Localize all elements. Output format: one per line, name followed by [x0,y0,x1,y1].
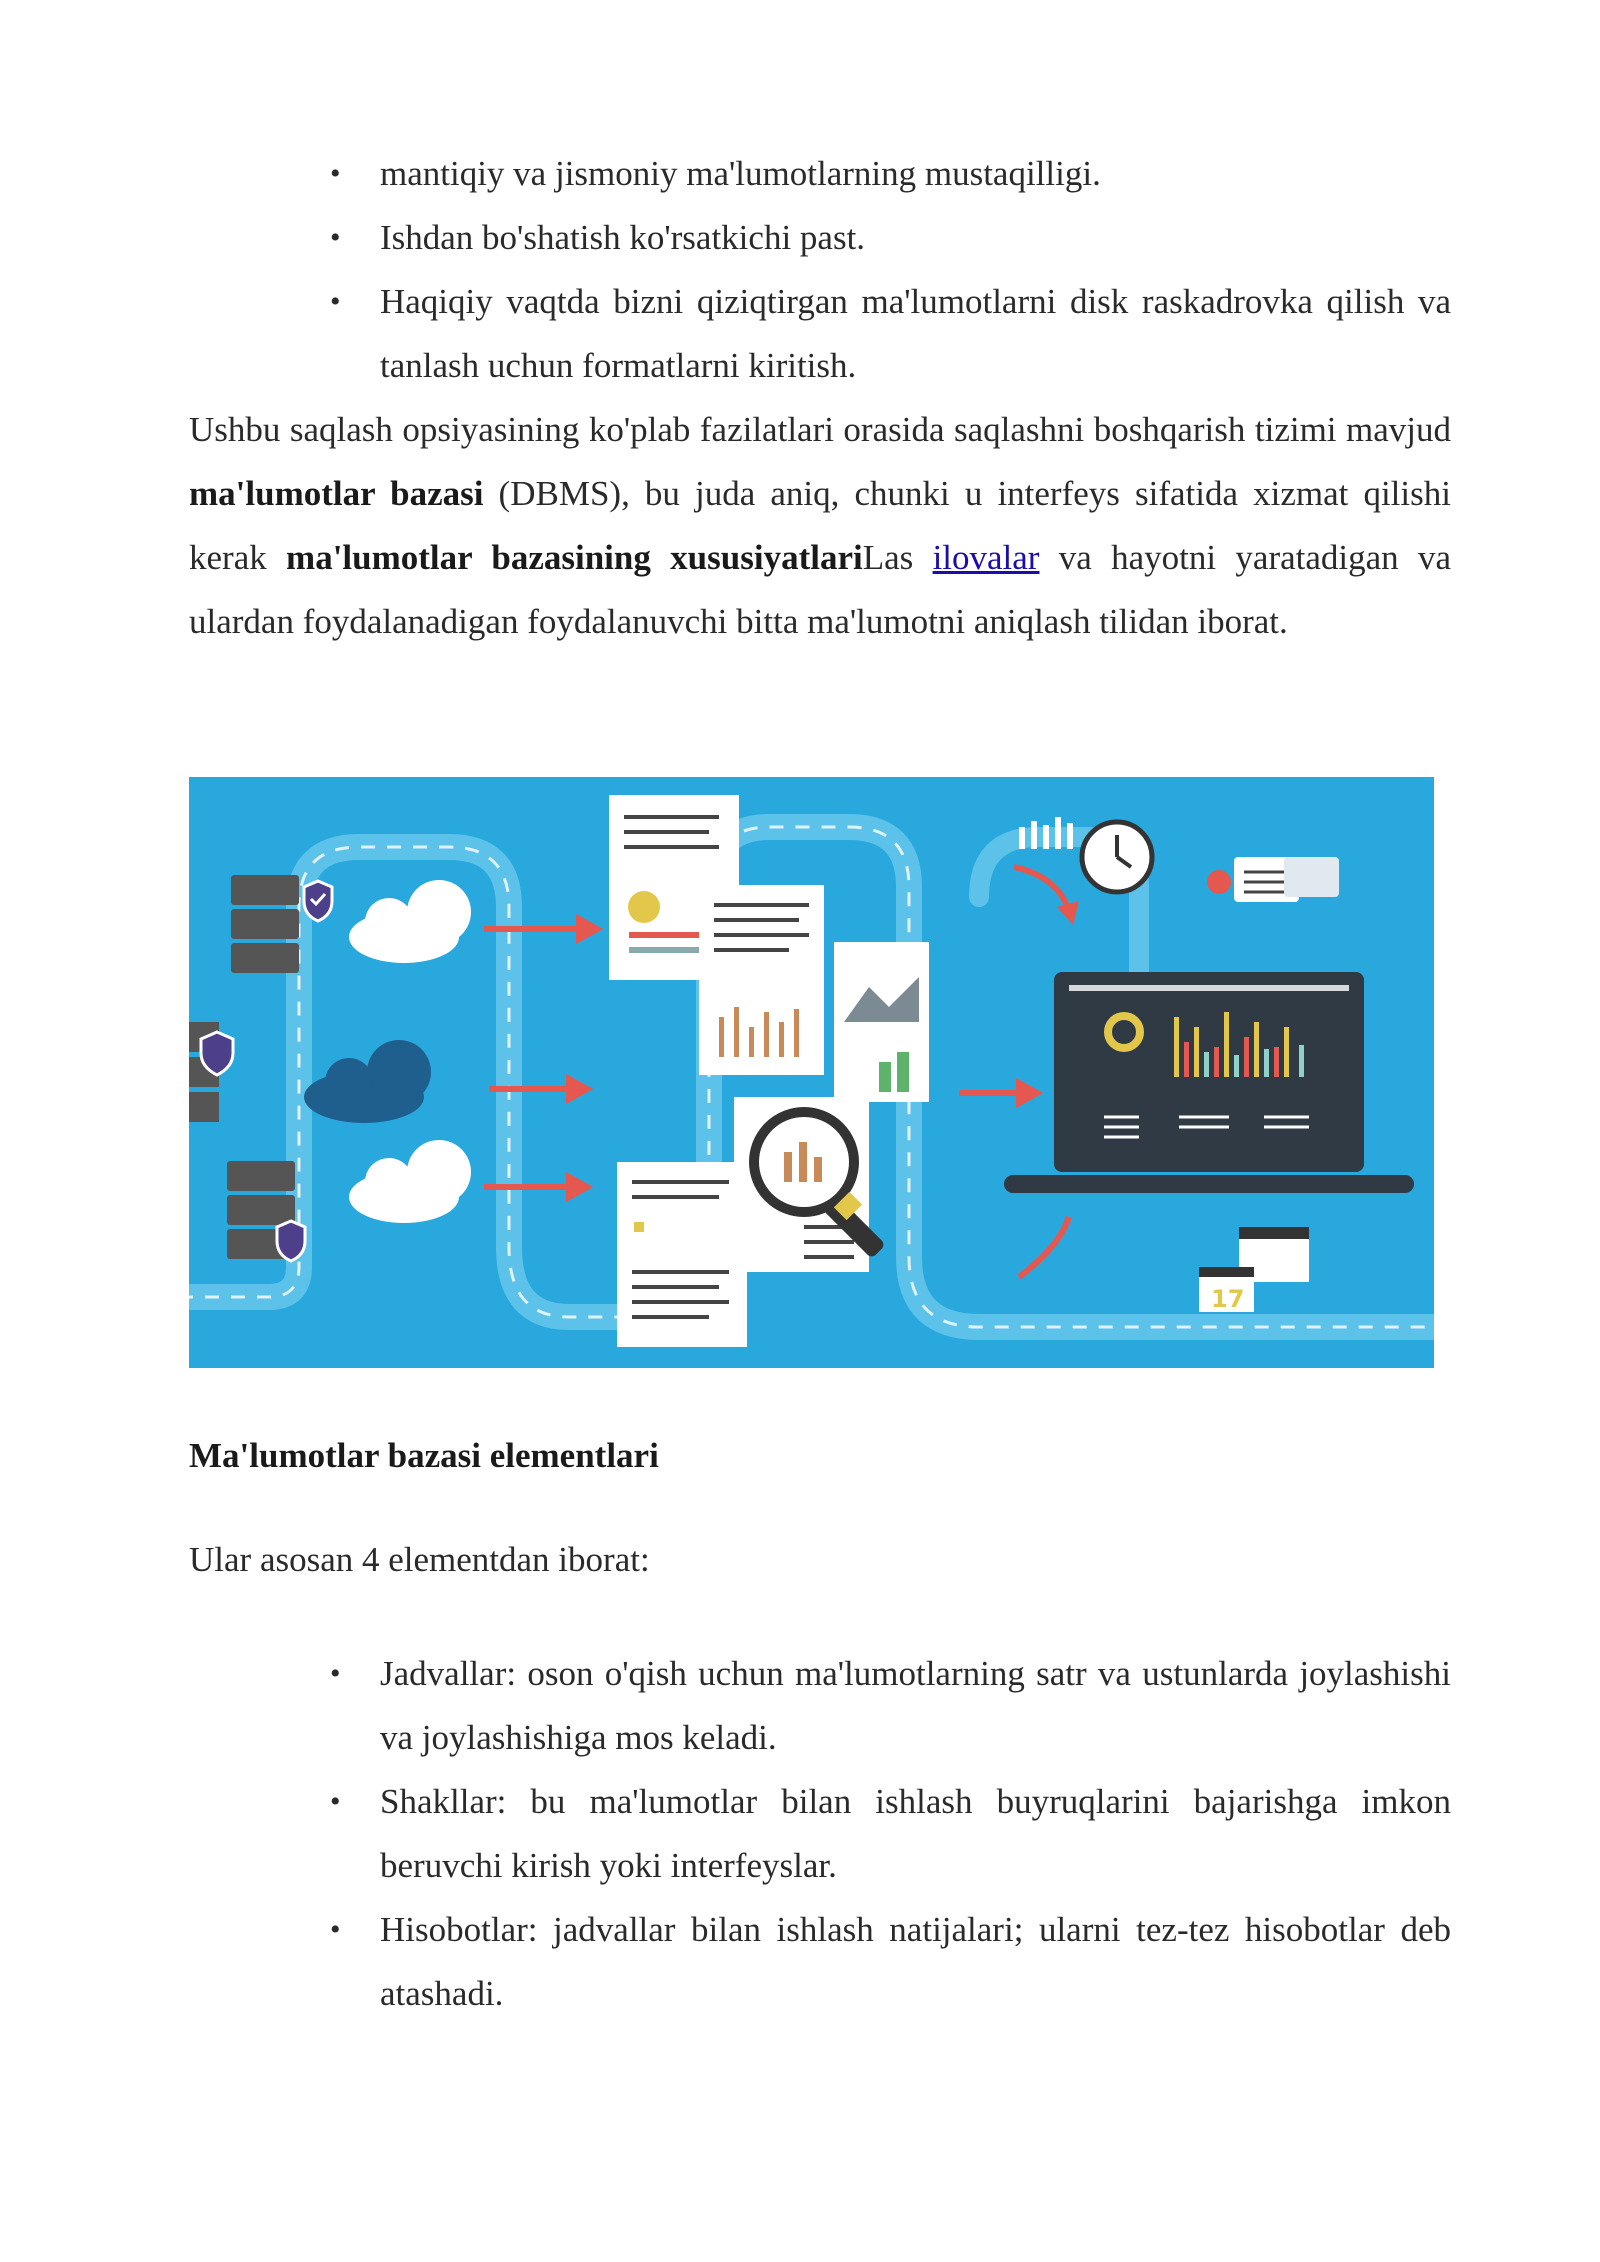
server-icon [227,1161,305,1261]
top-bullet-list [0,142,1451,398]
list-item: • mantiqiy va jismoniy ma'lumotlarning mustaqilligi. [0,142,1451,206]
clock-icon [1082,822,1152,892]
bold-term: ma'lumotlar bazasi [189,474,484,513]
body-paragraph: Ushbu saqlash opsiyasining ko'plab fazilatlari orasida saqlashni boshqarish tizimi mavjud ma'lumotlar bazasi (DBMS), bu juda aniq, chunki u interfeys sifatida xizmat qilishi kerak ma'lumotlar bazasining xususiyatlariLas ilovalar va hayotni yaratadigan va ulardan foydalanadigan foydalanuvchi bitta ma'lumotni aniqlash tilidan iborat. [189,410,1451,641]
list-item: • Jadvallar: oson o'qish uchun ma'lumotlarning satr va ustunlarda joylashishi va joylashishiga mos keladi. [0,1642,1451,1770]
intro-text: Ular asosan 4 elementdan iborat: [189,1540,650,1579]
bottom-bullet-list [0,1642,1451,2026]
list-item: • Shakllar: bu ma'lumotlar bilan ishlash buyruqlarini bajarishga imkon beruvchi kirish yoki interfeyslar. [0,1770,1451,1898]
list-item: • Hisobotlar: jadvallar bilan ishlash natijalari; ularni tez-tez hisobotlar deb atashadi. [0,1898,1451,2026]
laptop-dashboard-icon [1004,972,1414,1193]
list-item: • Ishdan bo'shatish ko'rsatkichi past. [0,206,1451,270]
bullet-icon: • [330,1785,341,1818]
bullet-icon: • [330,1657,341,1690]
bullet-icon: • [330,285,341,318]
document-icon [834,942,929,1102]
svg-text:17: 17 [1211,1285,1245,1313]
list-item: • Haqiqiy vaqtda bizni qiziqtirgan ma'lumotlarni disk raskadrovka qilish va tanlash uchun formatlarni kiritish. [0,270,1451,398]
section-heading: Ma'lumotlar bazasi elementlari [189,1436,659,1475]
bullet-icon: • [330,157,341,190]
ilovalar-link[interactable]: ilovalar [932,538,1040,577]
bold-term: ma'lumotlar bazasining xususiyatlari [286,538,863,577]
document-icon [617,1162,747,1347]
document-icon [699,885,824,1075]
database-illustration [189,777,1434,1368]
bullet-icon: • [330,1913,341,1946]
bullet-icon: • [330,221,341,254]
